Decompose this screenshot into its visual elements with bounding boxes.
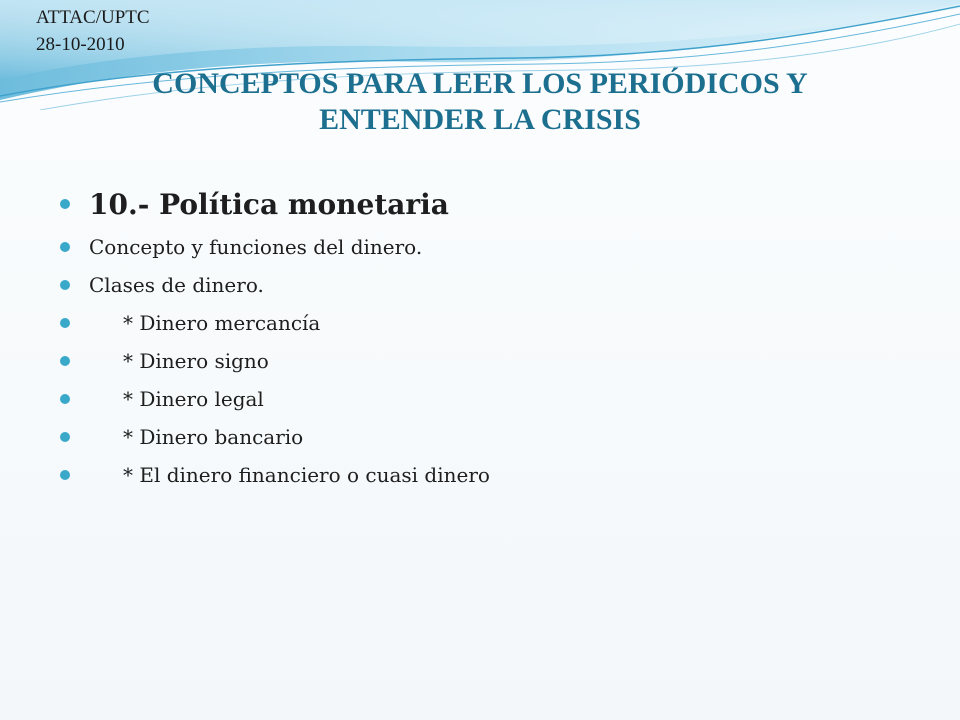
bullet-text: * Dinero legal: [123, 387, 264, 411]
title-line-1: CONCEPTOS PARA LEER LOS PERIÓDICOS Y: [152, 67, 808, 100]
bullet-item: [60, 342, 920, 380]
bullet-text: * Dinero bancario: [123, 425, 304, 449]
bullet-list: [60, 180, 920, 494]
bullet-dot-icon: [60, 318, 70, 328]
bullet-item: [60, 266, 920, 304]
bullet-item-lead: [60, 180, 920, 228]
bullet-text: 10.- Política monetaria: [89, 187, 449, 221]
bullet-text: * Dinero mercancía: [123, 311, 321, 335]
bullet-dot-icon: [60, 242, 70, 252]
bullet-dot-icon: [60, 280, 70, 290]
bullet-text: Clases de dinero.: [89, 273, 264, 297]
bullet-item: [60, 380, 920, 418]
bullet-dot-icon: [60, 356, 70, 366]
slide-meta: [36, 4, 150, 58]
bullet-dot-icon: [60, 199, 70, 209]
bullet-text: * Dinero signo: [123, 349, 269, 373]
bullet-item: [60, 304, 920, 342]
title-line-2: ENTENDER LA CRISIS: [319, 103, 641, 136]
bullet-dot-icon: [60, 394, 70, 404]
bullet-text: Concepto y funciones del dinero.: [89, 235, 423, 259]
bullet-text: * El dinero financiero o cuasi dinero: [123, 463, 490, 487]
bullet-item: [60, 456, 920, 494]
bullet-item: [60, 418, 920, 456]
bullet-dot-icon: [60, 470, 70, 480]
slide-title: [80, 66, 880, 138]
bullet-item: [60, 228, 920, 266]
bullet-dot-icon: [60, 432, 70, 442]
date-label: 28-10-2010: [36, 34, 125, 55]
organization-label: ATTAC/UPTC: [36, 7, 150, 28]
